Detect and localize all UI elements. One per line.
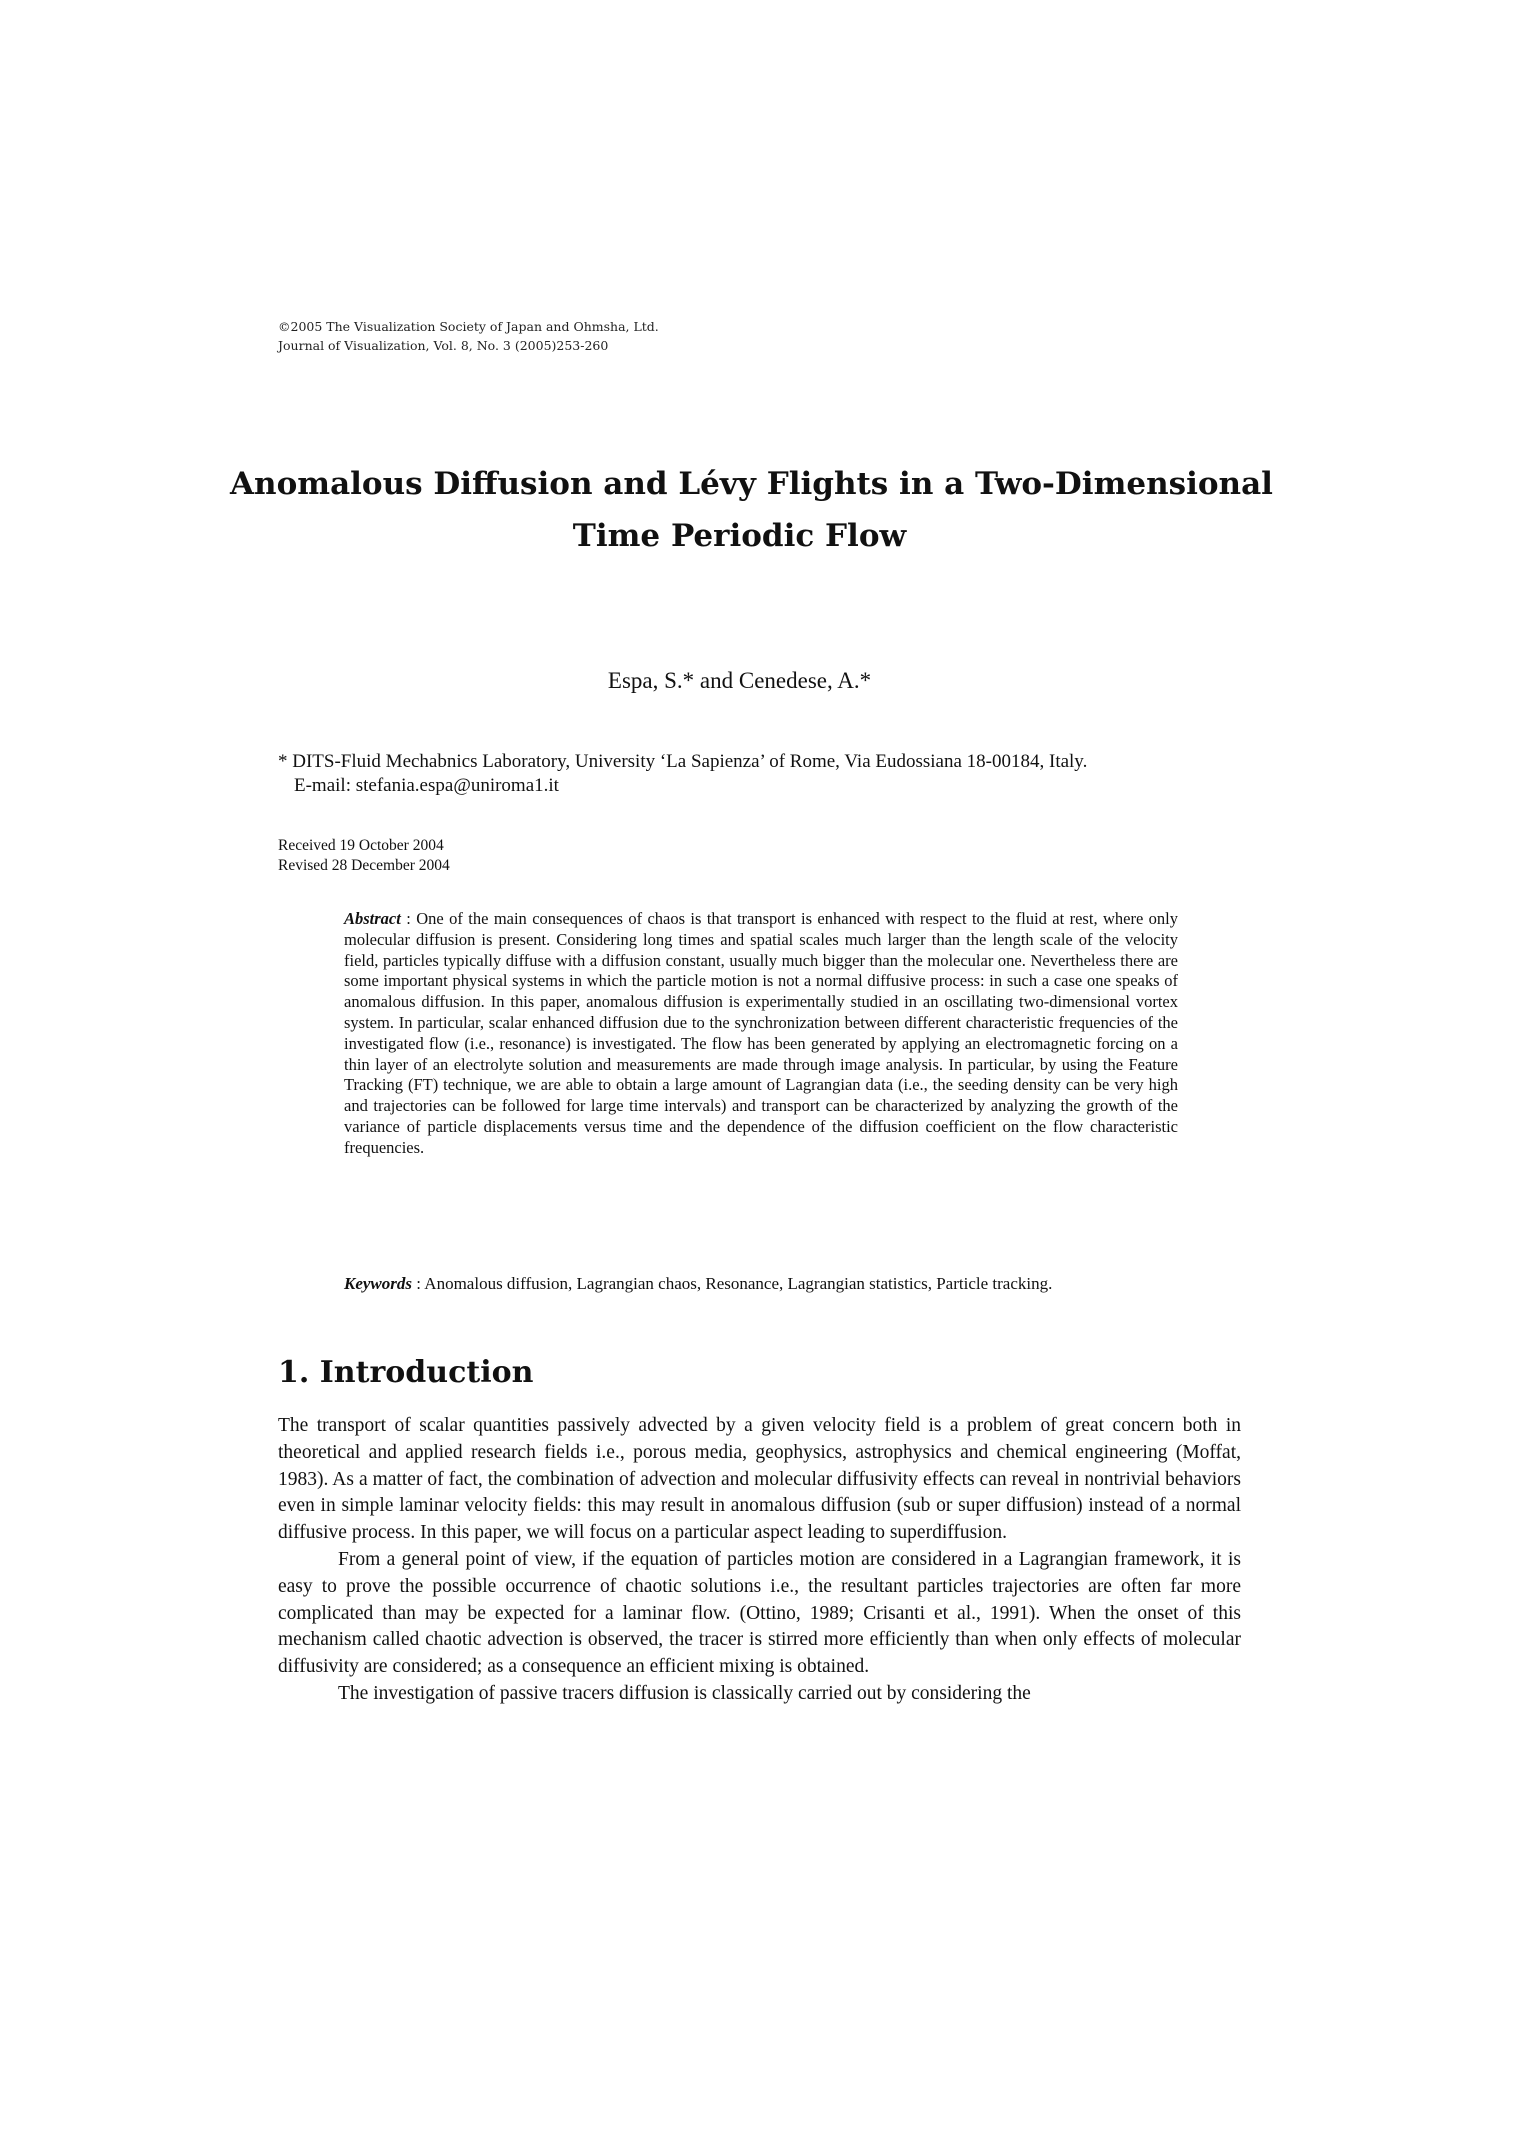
paragraph: The transport of scalar quantities passively advected by a given velocity field is a problem of great concern both in theoretical and applied research fields i.e., porous media, geophysics, astrophysics and chemical engineering (Moffat, 1983). As a matter of fact, the combination of advection and molecular diffusivity effects can reveal in nontrivial behaviors even in simple laminar velocity fields: this may result in anomalous diffusion (sub or super diffusion) instead of a normal diffusive process. In this paper, we will focus on a particular aspect leading to superdiffusion.: [278, 1415, 1241, 1544]
received-date: Received 19 October 2004: [278, 837, 444, 854]
abstract: [344, 909, 1178, 1159]
affiliation: [278, 750, 1087, 798]
abstract-separator: :: [400, 909, 417, 928]
title-line-1: Anomalous Diffusion and Lévy Flights in a Two-Dimensional: [230, 466, 1273, 502]
introduction-body: [278, 1413, 1241, 1708]
keywords: [344, 1273, 1178, 1294]
submission-dates: [278, 836, 450, 876]
title-line-2: Time Periodic Flow: [572, 518, 907, 554]
paper-title: [230, 458, 1273, 562]
paragraph: The investigation of passive tracers diffusion is classically carried out by considering the: [338, 1682, 1031, 1704]
journal-citation: Journal of Visualization, Vol. 8, No. 3 (2005)253-260: [278, 338, 609, 353]
abstract-text: One of the main consequences of chaos is that transport is enhanced with respect to the fluid at rest, where only molecular diffusion is present. Considering long times and spatial scales much larger than the length scale of the velocity field, particles typically diffuse with a diffusion constant, usually much bigger than the molecular one. Nevertheless there are some important physical systems in which the particle motion is not a normal diffusive process: in such a case one speaks of anomalous diffusion. In this paper, anomalous diffusion is experimentally studied in an oscillating two-dimensional vortex system. In particular, scalar enhanced diffusion due to the synchronization between different characteristic frequencies of the investigated flow (i.e., resonance) is investigated. The flow has been generated by applying an electromagnetic forcing on a thin layer of an electrolyte solution and measurements are made through image analysis. In particular, by using the Feature Tracking (FT) technique, we are able to obtain a large amount of Lagrangian data (i.e., the seeding density can be very high and trajectories can be followed for large time intervals) and transport can be characterized by analyzing the growth of the variance of particle displacements versus time and the dependence of the diffusion coefficient on the flow characteristic frequencies.: [344, 909, 1179, 1157]
keywords-separator: :: [412, 1274, 425, 1293]
section-heading-introduction: 1. Introduction: [278, 1355, 534, 1390]
author-list: Espa, S.* and Cenedese, A.*: [607, 668, 872, 693]
revised-date: Revised 28 December 2004: [278, 857, 450, 874]
affiliation-address: * DITS-Fluid Mechabnics Laboratory, University ‘La Sapienza’ of Rome, Via Eudossiana 18-00184, Italy.: [278, 751, 1088, 772]
copyright-line: ©2005 The Visualization Society of Japan and Ohmsha, Ltd.: [278, 319, 659, 334]
paragraph: From a general point of view, if the equation of particles motion are considered in a Lagrangian framework, it is easy to prove the possible occurrence of chaotic solutions i.e., the resultant particles trajectories are often far more complicated than may be expected for a laminar flow. (Ottino, 1989; Crisanti et al., 1991). When the onset of this mechanism called chaotic advection is observed, the tracer is stirred more efficiently than when only effects of molecular diffusivity are considered; as a consequence an efficient mixing is obtained.: [278, 1548, 1241, 1678]
journal-masthead: [278, 317, 659, 355]
keywords-label: Keywords: [344, 1274, 412, 1293]
affiliation-email: E-mail: stefania.espa@uniroma1.it: [294, 775, 559, 796]
keywords-text: Anomalous diffusion, Lagrangian chaos, Resonance, Lagrangian statistics, Particle tracking.: [424, 1274, 1053, 1293]
abstract-label: Abstract: [344, 909, 401, 928]
